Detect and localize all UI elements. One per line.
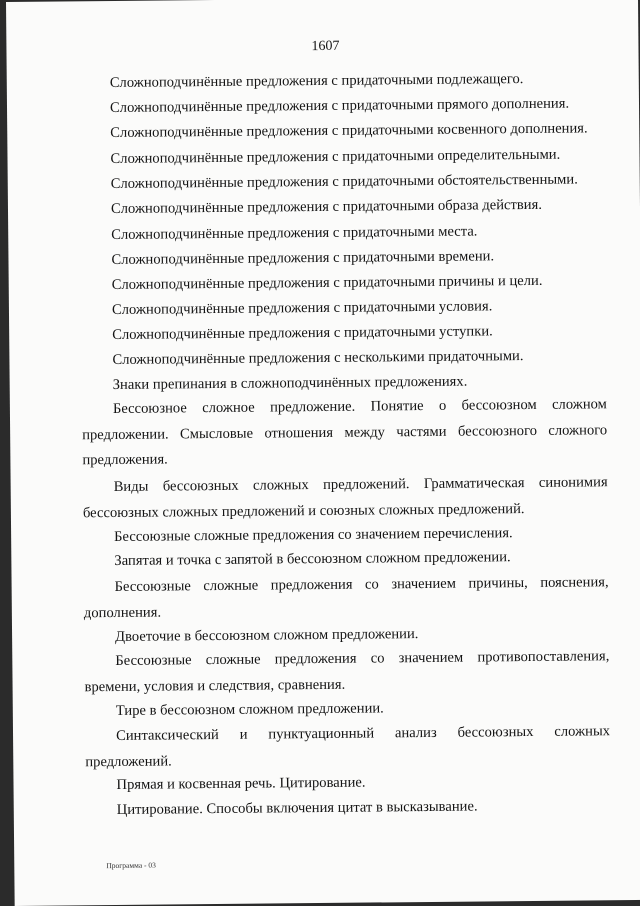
- paragraph: Бессоюзные сложные предложения со значением противопоставления, времени, условия и следствия, сравнения.: [84, 648, 610, 695]
- paragraph: Сложноподчинённые предложения с придаточными определительными.: [110, 146, 561, 168]
- paragraph: Знаки препинания в сложноподчинённых предложениях.: [112, 373, 468, 393]
- paragraph: Синтаксический и пунктуационный анализ бессоюзных сложных предложений.: [85, 723, 611, 770]
- paragraph: Сложноподчинённые предложения с придаточными уступки.: [112, 323, 493, 343]
- paragraph: Прямая и косвенная речь. Цитирование.: [116, 774, 366, 793]
- paragraph: Тире в бессоюзном сложном предложении.: [115, 700, 384, 719]
- paragraph: Сложноподчинённые предложения с придаточными места.: [111, 223, 478, 244]
- paragraph: Сложноподчинённые предложения с придаточными причины и цели.: [111, 272, 543, 293]
- paragraph: Сложноподчинённые предложения с несколькими придаточными.: [112, 348, 524, 368]
- paragraph: Виды бессоюзных сложных предложений. Грамматическая синонимия бессоюзных сложных предложений и союзных сложных предложений.: [82, 474, 608, 521]
- paragraph: Цитирование. Способы включения цитат в высказывание.: [116, 798, 478, 818]
- paragraph: Бессоюзное сложное предложение. Понятие о бессоюзном сложном предложении. Смысловые отношения между частями бессоюзного сложного предложения.: [82, 396, 608, 469]
- footer-label: Программа - 03: [106, 860, 156, 871]
- paragraph: Сложноподчинённые предложения с придаточными косвенного дополнения.: [110, 120, 588, 142]
- paragraph: Сложноподчинённые предложения с придаточными прямого дополнения.: [109, 95, 570, 117]
- paragraph: Бессоюзные сложные предложения со значением причины, пояснения, дополнения.: [83, 574, 609, 621]
- paragraph: Сложноподчинённые предложения с придаточными образа действия.: [110, 196, 543, 218]
- paragraph: Сложноподчинённые предложения с придаточными условия.: [111, 298, 493, 318]
- paragraph: Запятая и точка с запятой в бессоюзном сложном предложении.: [114, 549, 511, 569]
- paragraph: Двоеточие в бессоюзном сложном предложении.: [115, 626, 419, 645]
- page-number: 1607: [311, 38, 340, 55]
- paragraph: Сложноподчинённые предложения с придаточными обстоятельственными.: [110, 171, 578, 193]
- paragraph: Бессоюзные сложные предложения со значением перечисления.: [114, 525, 513, 545]
- paragraph: Сложноподчинённые предложения с придаточными подлежащего.: [109, 71, 524, 92]
- paragraph: Сложноподчинённые предложения с придаточными времени.: [111, 248, 495, 268]
- document-page: [6, 0, 640, 906]
